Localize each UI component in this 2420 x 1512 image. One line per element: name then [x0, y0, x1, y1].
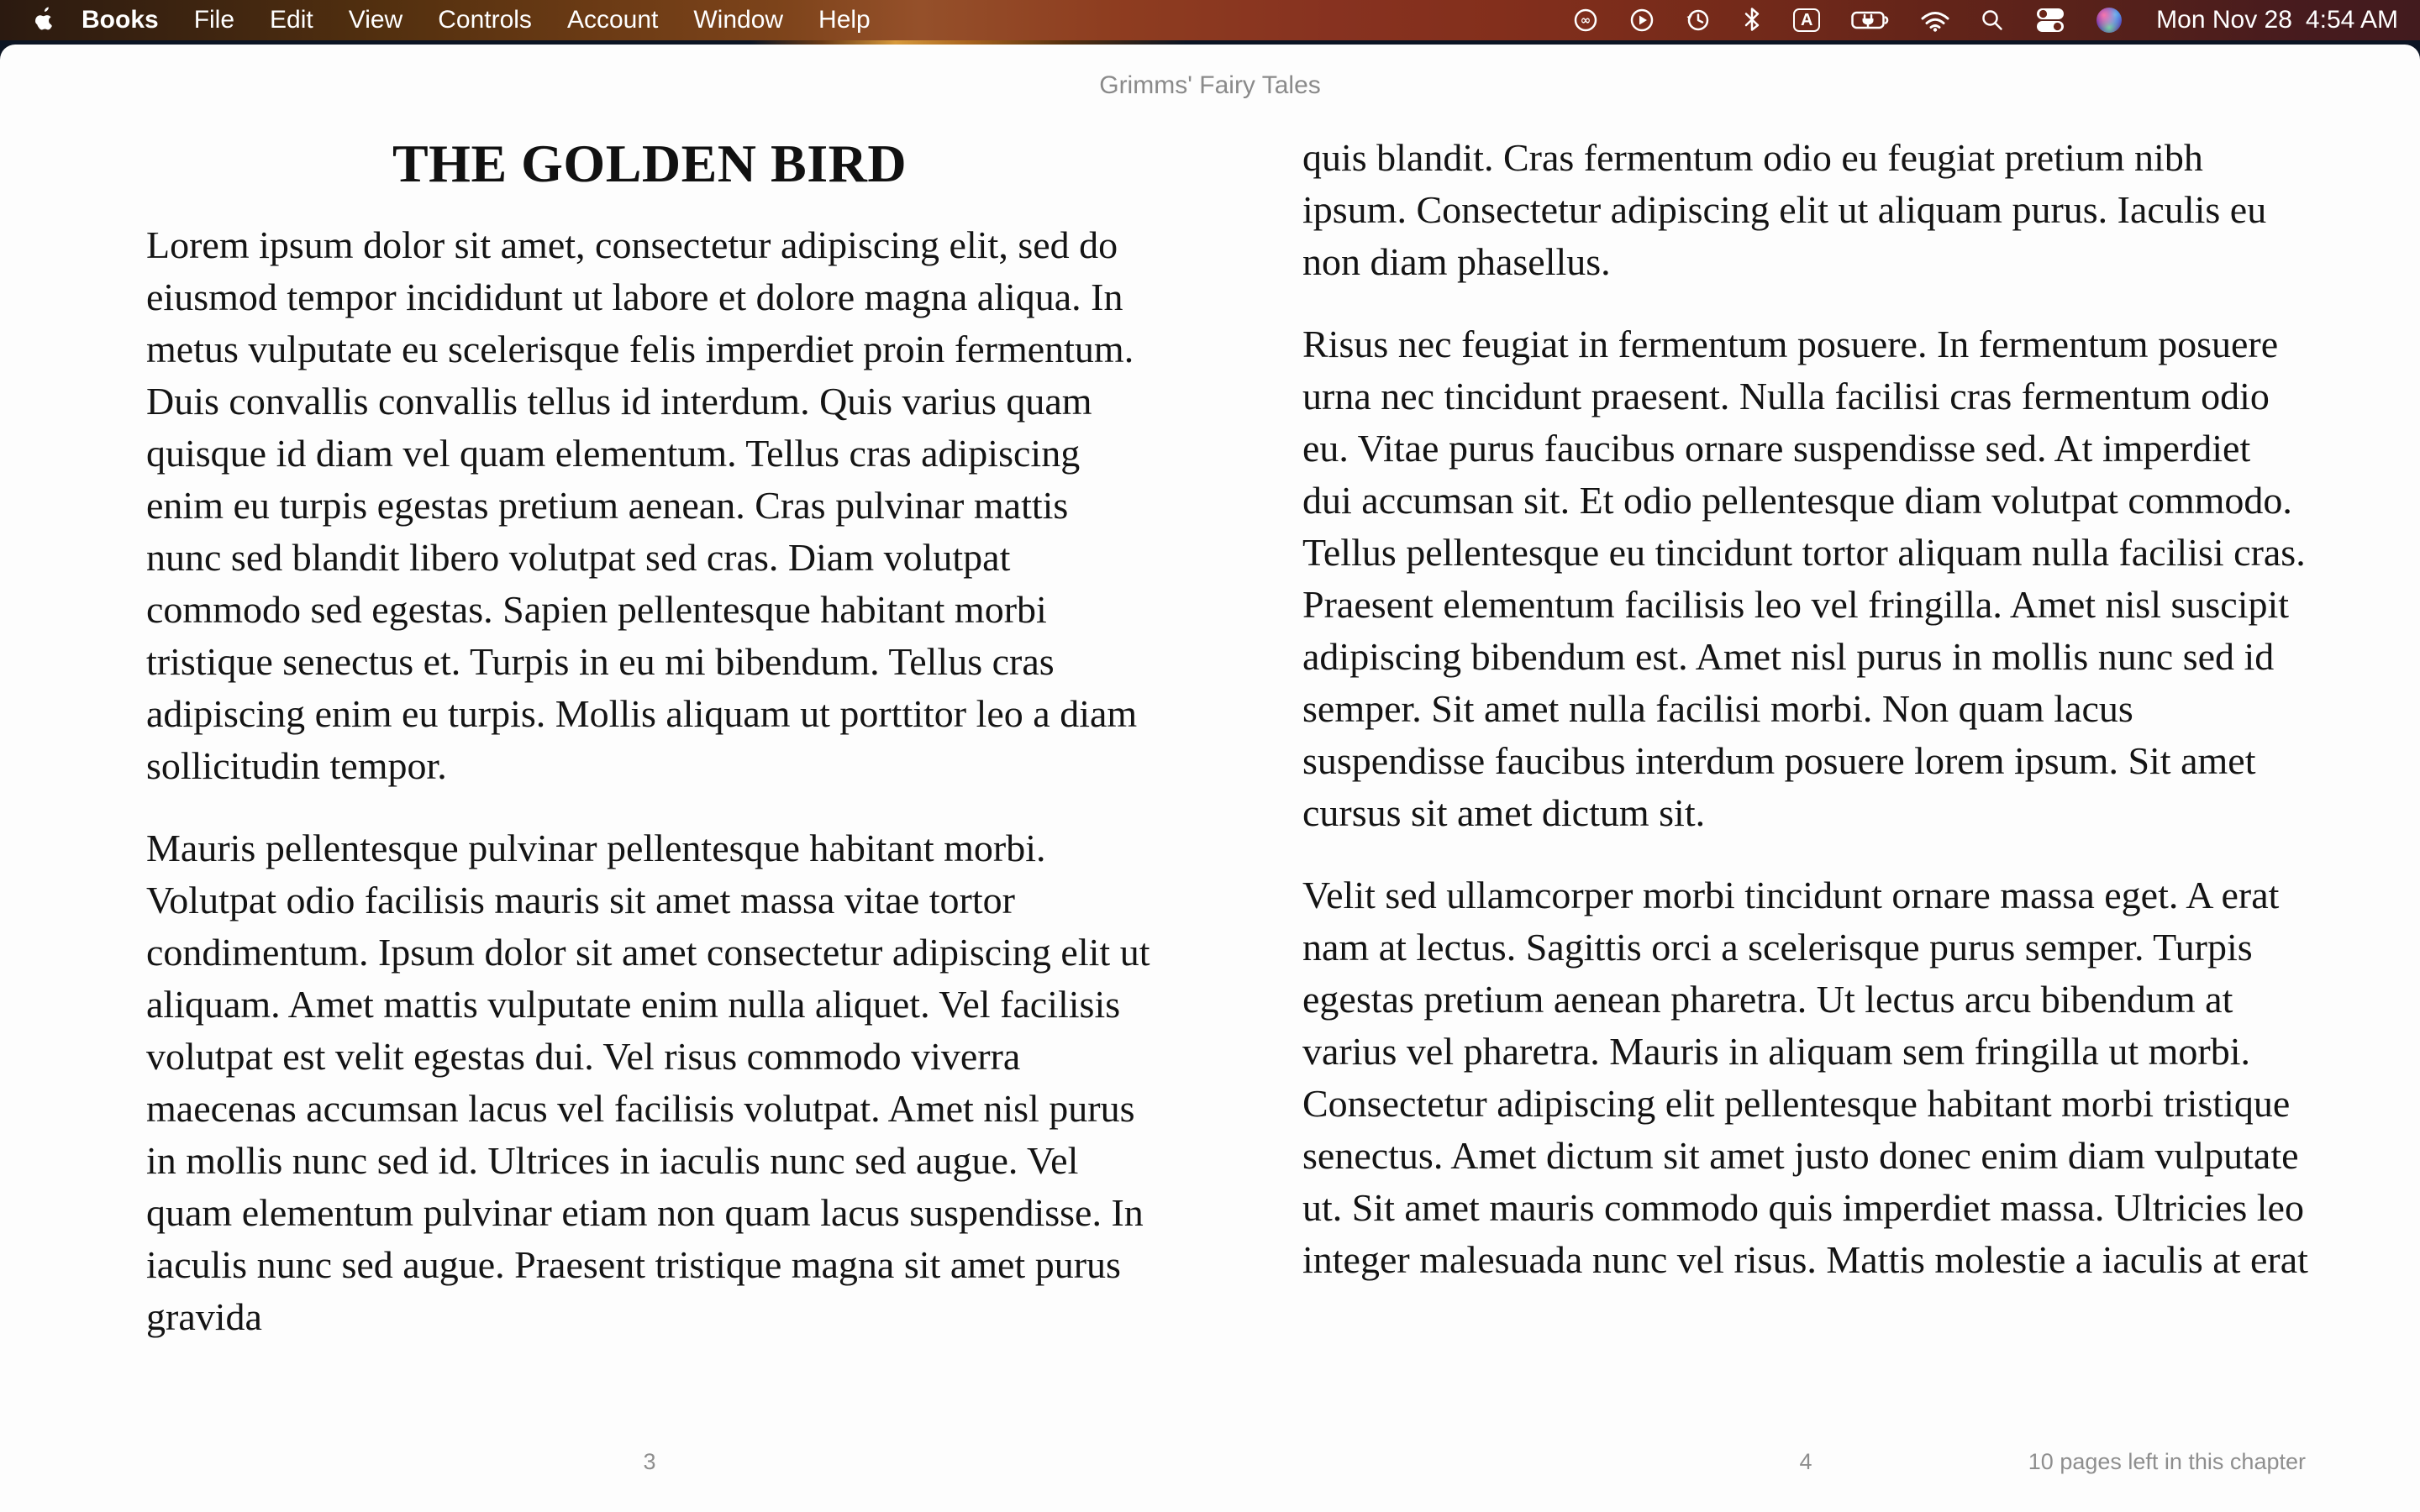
- right-page-number: 4: [1799, 1449, 1812, 1474]
- status-bar: [1573, 6, 2398, 34]
- books-window: [0, 45, 2420, 1512]
- menu-bar-left: [25, 0, 888, 40]
- paragraph: Risus nec feugiat in fermentum posuere. In fermentum posuere urna nec tincidunt praesent. Nulla facilisi cras fermentum odio eu. Vitae purus faucibus ornare suspendisse sed. At imperdiet dui accumsan sit. Et odio pellentesque diam volutpat commodo. Tellus pellentesque eu tincidunt tortor aliquam nulla facilisi cras. Praesent elementum facilisis leo vel fringilla. Amet nisl suscipit adipiscing bibendum est. Amet nisl purus in mollis nunc sed id semper. Sit amet nulla facilisi morbi. Non quam lacus suspendisse faucibus interdum posuere lorem ipsum. Sit amet cursus sit amet dictum sit.: [1302, 323, 2306, 834]
- wifi-icon[interactable]: [1921, 9, 1949, 32]
- menu-item-account[interactable]: Account: [566, 6, 659, 34]
- clock-date: Mon Nov 28: [2156, 6, 2292, 34]
- right-page[interactable]: [1302, 132, 2309, 1396]
- paragraph: Velit sed ullamcorper morbi tincidunt ornare massa eget. A erat nam at lectus. Sagittis orci a scelerisque purus semper. Turpis egestas pretium aenean pharetra. Ut lectus arcu bibendum at varius vel pharetra. Mauris in aliquam sem fringilla ut morbi. Consectetur adipiscing elit pellentesque habitant morbi tristique senectus. Amet dictum sit amet justo donec enim diam vulputate ut. Sit amet mauris commodo quis imperdiet massa. Ultricies leo integer malesuada nunc vel risus. Mattis molestie a iaculis at erat: [1302, 874, 2308, 1281]
- menu-item-edit[interactable]: Edit: [270, 6, 313, 34]
- menu-item-file[interactable]: File: [193, 6, 235, 34]
- control-center-icon[interactable]: [2035, 7, 2065, 34]
- menu-bar-clock[interactable]: [2156, 6, 2398, 34]
- book-title-header: Grimms' Fairy Tales: [1099, 71, 1321, 99]
- left-page-number: 3: [643, 1449, 656, 1474]
- apple-logo-icon: [34, 7, 55, 34]
- menu-item-controls[interactable]: Controls: [438, 6, 532, 34]
- time-machine-icon[interactable]: [1686, 8, 1711, 33]
- bluetooth-icon[interactable]: [1742, 7, 1762, 34]
- spotlight-icon[interactable]: [1981, 8, 2004, 32]
- chapter-title: THE GOLDEN BIRD: [392, 134, 908, 193]
- menu-item-window[interactable]: Window: [693, 6, 784, 34]
- paragraph: Lorem ipsum dolor sit amet, consectetur adipiscing elit, sed do eiusmod tempor incididunt ut labore et dolore magna aliqua. In metus vulputate eu scelerisque felis imperdiet proin fermentum. Duis convallis convallis tellus id interdum. Quis varius quam quisque id diam vel quam elementum. Tellus cras adipiscing enim eu turpis egestas pretium aenean. Cras pulvinar mattis nunc sed blandit libero volutpat sed cras. Diam volutpat commodo sed egestas. Sapien pellentesque habitant morbi tristique senectus et. Turpis in eu mi bibendum. Tellus cras adipiscing enim eu turpis. Mollis aliquam ut porttitor leo a diam sollicitudin tempor.: [146, 223, 1138, 787]
- book-pages: [146, 132, 2309, 1396]
- menu-item-view[interactable]: View: [348, 6, 403, 34]
- menu-item-books[interactable]: Books: [82, 6, 159, 34]
- siri-icon[interactable]: [2096, 8, 2122, 33]
- clock-time: 4:54 AM: [2305, 6, 2398, 34]
- apple-menu[interactable]: [25, 7, 64, 34]
- battery-charging-icon[interactable]: [1851, 10, 1890, 30]
- play-circle-icon[interactable]: [1629, 8, 1655, 33]
- pages-left-status: 10 pages left in this chapter: [2028, 1449, 2306, 1474]
- paragraph: quis blandit. Cras fermentum odio eu feugiat pretium nibh ipsum. Consectetur adipiscing elit ut aliquam purus. Iaculis eu non diam phasellus.: [1302, 136, 2267, 283]
- creative-cloud-icon[interactable]: [1573, 8, 1598, 33]
- paragraph: Mauris pellentesque pulvinar pellentesque habitant morbi. Volutpat odio facilisis mauris sit amet massa vitae tortor condimentum. Ipsum dolor sit amet consectetur adipiscing elit ut aliquam. Amet mattis vulputate enim nulla aliquet. Vel facilisis volutpat est velit egestas dui. Vel risus commodo viverra maecenas accumsan lacus vel facilisis volutpat. Amet nisl purus in mollis nunc sed id. Ultrices in iaculis nunc sed augue. Vel quam elementum pulvinar etiam non quam lacus suspendisse. In iaculis nunc sed augue. Praesent tristique magna sit amet purus gravida: [146, 827, 1150, 1338]
- input-source-icon[interactable]: A: [1793, 8, 1820, 32]
- menu-item-help[interactable]: Help: [818, 6, 871, 34]
- menu-bar: [0, 0, 2420, 40]
- left-page[interactable]: [146, 132, 1153, 1396]
- svg-text:∞: ∞: [1580, 13, 1591, 28]
